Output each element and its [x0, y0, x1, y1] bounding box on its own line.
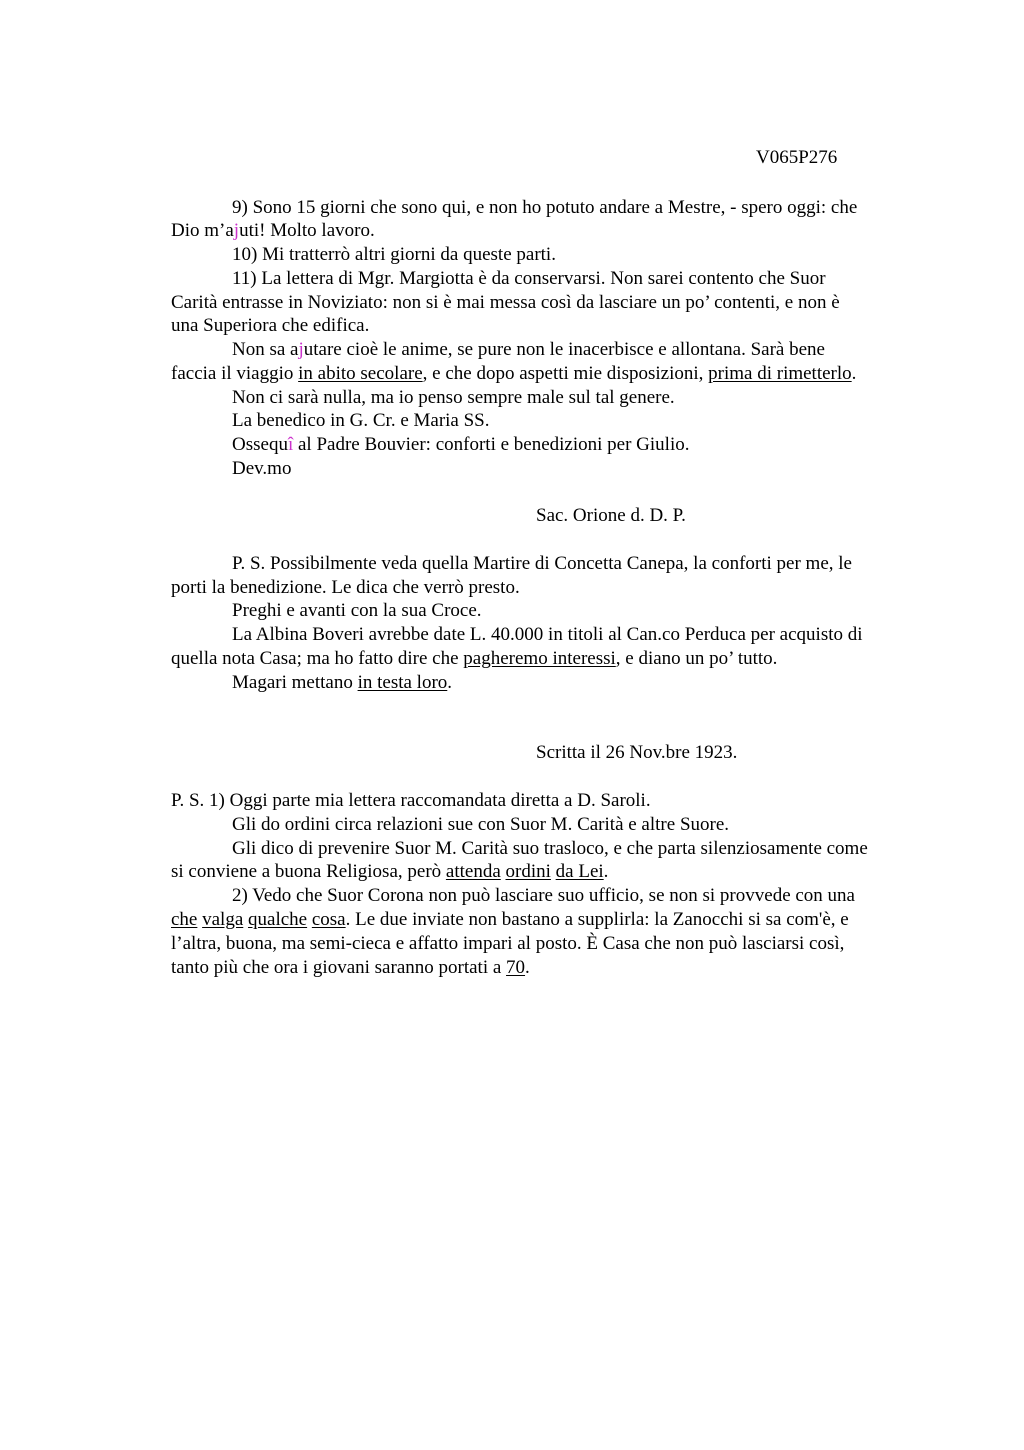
text-line: l’altra, buona, ma semi-cieca e affatto impari al posto. È Casa che non può lasciarsi così, — [171, 933, 845, 954]
date-line: Scritta il 26 Nov.bre 1923. — [536, 742, 738, 763]
text-line: Dio m’ajuti! Molto lavoro. — [171, 220, 375, 241]
text-line: 2) Vedo che Suor Corona non può lasciare suo ufficio, se non si provvede con una — [232, 885, 855, 906]
text-line: Magari mettano in testa loro. — [232, 672, 453, 693]
text-line: P. S. 1) Oggi parte mia lettera raccomandata diretta a D. Saroli. — [171, 790, 651, 811]
text-line: porti la benedizione. Le dica che verrò presto. — [171, 577, 520, 598]
underlined-word: attenda — [445, 861, 501, 882]
underlined-word: qualche — [248, 909, 308, 930]
text-line: Gli do ordini circa relazioni sue con Suor M. Carità e altre Suore. — [232, 814, 730, 835]
text-line: 11) La lettera di Mgr. Margiotta è da conservarsi. Non sarei contento che Suor — [232, 268, 826, 289]
underlined-phrase: in abito secolare — [298, 363, 423, 384]
signature-line: Sac. Orione d. D. P. — [536, 505, 686, 526]
underlined-word: ordini — [505, 861, 551, 882]
text-line: tanto più che ora i giovani saranno portati a 70. — [171, 957, 530, 978]
highlighted-character: j — [298, 339, 304, 360]
underlined-word: che — [171, 909, 198, 930]
underlined-phrase: prima di rimetterlo — [708, 363, 852, 384]
closing-salutation: Dev.mo — [232, 458, 292, 479]
text-line: P. S. Possibilmente veda quella Martire di Concetta Canepa, la conforti per me, le — [232, 553, 852, 574]
highlighted-character: j — [233, 220, 240, 241]
text-line: si conviene a buona Religiosa, però attenda ordini da Lei. — [171, 861, 609, 882]
text-line: La Albina Boveri avrebbe date L. 40.000 in titoli al Can.co Perduca per acquisto di — [232, 624, 863, 645]
text-line: La benedico in G. Cr. e Maria SS. — [232, 410, 490, 431]
underlined-phrase: da Lei — [555, 861, 604, 882]
text-line: faccia il viaggio in abito secolare, e che dopo aspetti mie disposizioni, prima di rimetterlo. — [171, 363, 857, 384]
text-line: una Superiora che edifica. — [171, 315, 370, 336]
underlined-number: 70 — [506, 957, 526, 978]
text-line: 9) Sono 15 giorni che sono qui, e non ho potuto andare a Mestre, - spero oggi: che — [232, 197, 858, 218]
highlighted-character: î — [287, 434, 294, 455]
underlined-phrase: in testa loro — [357, 672, 448, 693]
text-line: Non ci sarà nulla, ma io penso sempre male sul tal genere. — [232, 387, 675, 408]
text-line: quella nota Casa; ma ho fatto dire che pagheremo interessi, e diano un po’ tutto. — [171, 648, 778, 669]
text-line: Carità entrasse in Noviziato: non si è mai messa così da lasciare un po’ contenti, e non è — [171, 292, 840, 313]
underlined-word: cosa — [311, 909, 346, 930]
text-line: Non sa ajutare cioè le anime, se pure non le inacerbisce e allontana. Sarà bene — [232, 339, 825, 360]
document-reference: V065P276 — [756, 147, 838, 168]
text-line: 10) Mi tratterrò altri giorni da queste parti. — [232, 244, 556, 265]
underlined-phrase: pagheremo interessi — [463, 648, 616, 669]
underlined-word: valga — [202, 909, 244, 930]
text-line: che valga qualche cosa. Le due inviate non bastano a supplirla: la Zanocchi si sa com'è, e — [171, 909, 849, 930]
text-line: Gli dico di prevenire Suor M. Carità suo trasloco, e che parta silenziosamente come — [232, 838, 868, 859]
text-line: Preghi e avanti con la sua Croce. — [232, 600, 482, 621]
text-line: Ossequî al Padre Bouvier: conforti e benedizioni per Giulio. — [232, 434, 690, 455]
